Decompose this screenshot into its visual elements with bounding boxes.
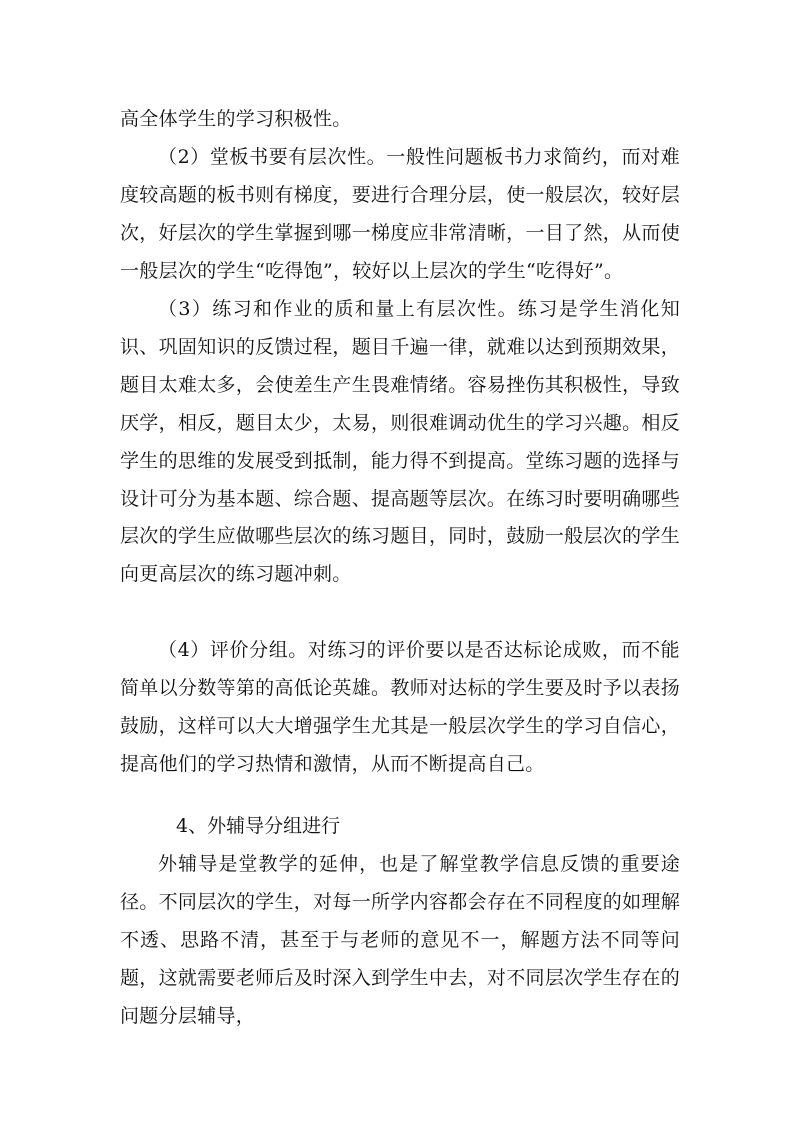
paragraph-tutoring: 外辅导是堂教学的延伸，也是了解堂教学信息反馈的重要途径。不同层次的学生，对每一所学内容都会存在不同程度的如理解不透、思路不清，甚至于与老师的意见不一，解题方法不同等问题，这就需要老师后及时深入到学生中去，对不同层次学生存在的问题分层辅导， — [120, 853, 680, 1027]
paragraph-continuation: 高全体学生的学习积极性。 — [120, 108, 352, 130]
paragraph-evaluation: （4）评价分组。对练习的评价要以是否达标论成败，而不能简单以分数等第的高低论英雄。教师对达标的学生要及时予以表扬鼓励，这样可以大大增强学生尤其是一般层次学生的学习自信心，提高他们的学习热情和激情，从而不断提高自己。 — [120, 639, 680, 775]
section-heading: 4、外辅导分组进行 — [176, 815, 341, 837]
paragraph-board-writing: （2）堂板书要有层次性。一般性问题板书力求简约，而对难度较高题的板书则有梯度，要进行合理分层，使一般层次，较好层次，好层次的学生掌握到哪一梯度应非常清晰，一目了然，从而使一般层次的学生“吃得饱”，较好以上层次的学生“吃得好”。 — [120, 146, 680, 282]
paragraph-exercises: （3）练习和作业的质和量上有层次性。练习是学生消化知识、巩固知识的反馈过程，题目千遍一律，就难以达到预期效果，题目太难太多，会使差生产生畏难情绪。容易挫伤其积极性，导致厌学，相反，题目太少，太易，则很难调动优生的学习兴趣。相反学生的思维的发展受到抵制，能力得不到提高。堂练习题的选择与设计可分为基本题、综合题、提高题等层次。在练习时要明确哪些层次的学生应做哪些层次的练习题目，同时，鼓励一般层次的学生向更高层次的练习题冲刺。 — [120, 298, 680, 586]
